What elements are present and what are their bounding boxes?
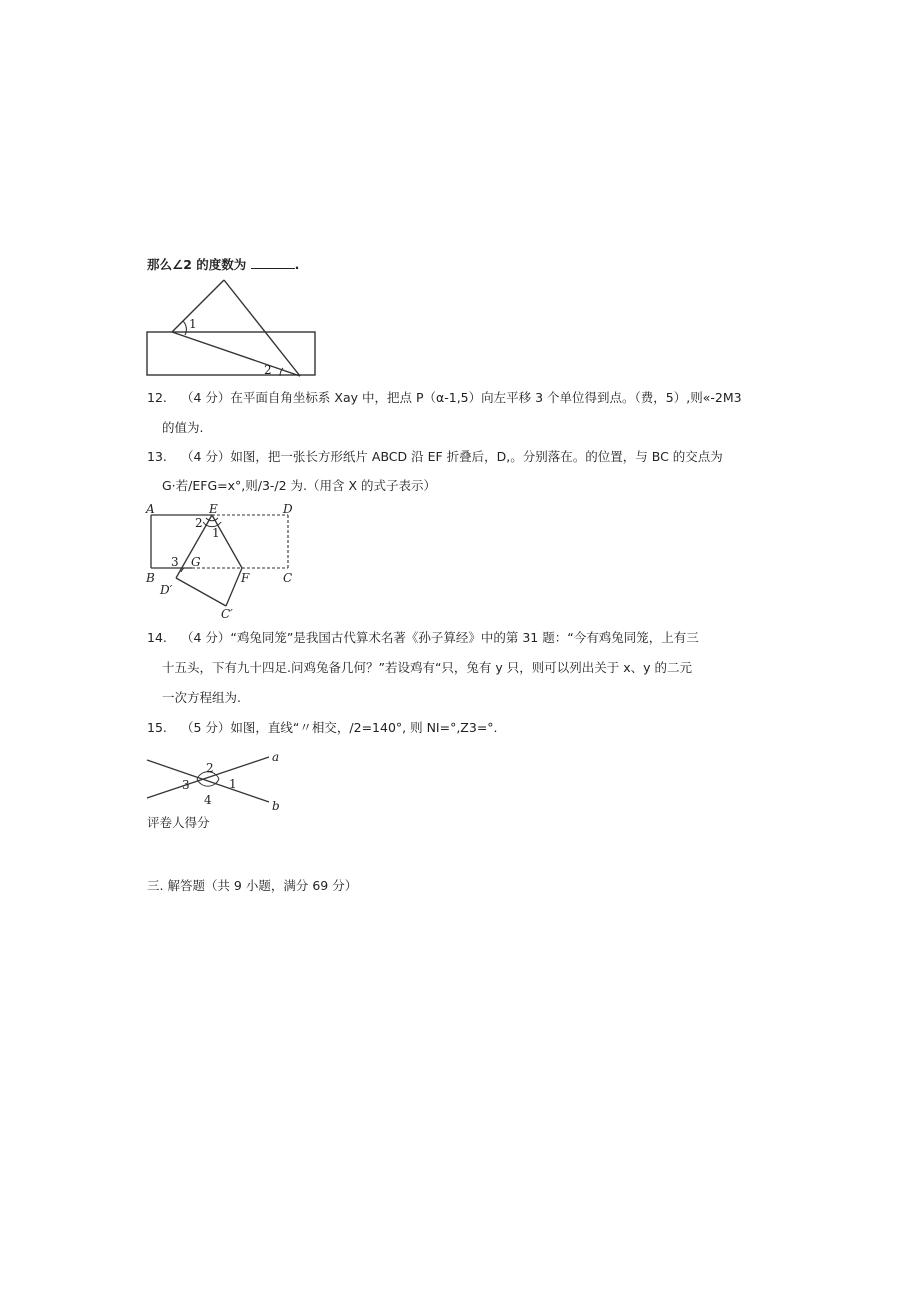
q13-label-3: 3	[171, 555, 179, 569]
q13-label-B: B	[146, 571, 155, 585]
q13-label-Cprime: C′	[221, 607, 233, 621]
q13-line2: G·若∕EFG=x°,则/3-/2 为.（用含 X 的式子表示）	[162, 478, 437, 493]
q11-angle1-arc	[183, 321, 186, 335]
q13-label-C: C	[283, 571, 293, 585]
q13-line1: （4 分）如图，把一张长方形纸片 ABCD 沿 EF 折叠后，D,。分别落在。的位置，与 BC 的交点为	[181, 449, 723, 464]
q13-label-D: D	[283, 502, 293, 516]
q15-label-a: a	[272, 750, 280, 764]
q15-label-3: 3	[182, 778, 190, 792]
q13-label-2: 2	[195, 516, 203, 530]
q11-line-top	[172, 280, 224, 332]
q12-line2: 的值为.	[162, 420, 204, 435]
q11-line-right	[224, 280, 300, 376]
q15-label-4: 4	[204, 793, 212, 807]
section3-heading: 三. 解答题（共 9 小题，满分 69 分）	[147, 878, 358, 893]
q13-label-Dprime: D′	[160, 583, 173, 597]
q15-label-b: b	[272, 799, 280, 812]
q15-label-2: 2	[206, 761, 214, 775]
q13-label-G: G	[191, 555, 201, 569]
q11-rectangle	[147, 332, 315, 375]
q11-end: .	[294, 257, 300, 272]
q15-figure	[143, 748, 288, 812]
q15-number: 15.	[147, 720, 167, 735]
q14-line1: （4 分）“鸡兔同笼”是我国古代算术名著《孙子算经》中的第 31 题：“今有鸡兔同笼，上有三	[181, 630, 699, 645]
q15-line1: （5 分）如图，直线“〃相交，/2=140°, 则 NI=°,Z3=°.	[181, 720, 498, 735]
grader-label: 评卷人得分	[147, 815, 210, 830]
q15-label-1: 1	[229, 777, 237, 791]
q11-line-diag	[172, 332, 300, 376]
q14-number: 14.	[147, 630, 167, 645]
q13-number: 13.	[147, 449, 167, 464]
q11-text: 那么∠2 的度数为	[147, 257, 247, 272]
q11-label-2: 2	[264, 363, 272, 377]
q12-number: 12.	[147, 390, 167, 405]
q12-line1: （4 分）在平面自角坐标系 Xay 中，把点 P（α-1,5）向左平移 3 个单位得到点。（费，5）,则«-2M3	[181, 390, 742, 405]
q14-line2: 十五头，下有九十四足.问鸡兔备几何？”若设鸡有“只，兔有 y 只，则可以列出关于 x、y 的二元	[162, 660, 693, 675]
q13-label-A: A	[146, 502, 155, 516]
q11-prompt	[147, 257, 299, 273]
q14-line3: 一次方程组为.	[162, 690, 241, 705]
q11-figure	[140, 276, 325, 380]
q13-label-E: E	[209, 502, 218, 516]
q11-answer-blank	[251, 257, 295, 269]
q13-label-F: F	[241, 571, 250, 585]
q13-label-1: 1	[212, 526, 220, 540]
q11-label-1: 1	[189, 317, 197, 331]
q13-figure	[140, 500, 305, 622]
